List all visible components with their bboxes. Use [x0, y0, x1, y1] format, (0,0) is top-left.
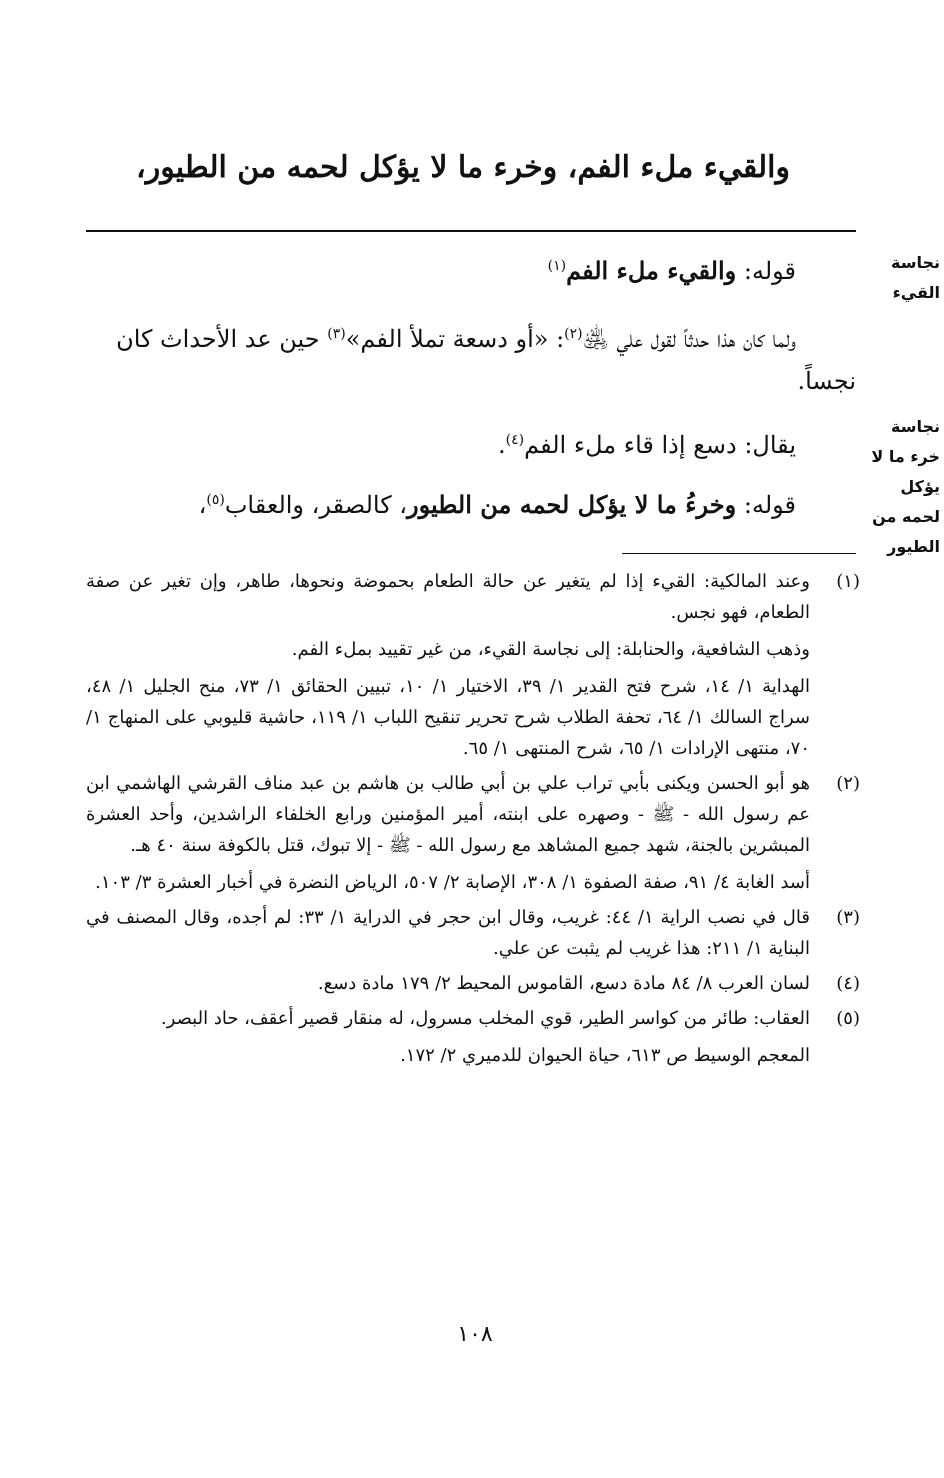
footnote-text: وعند المالكية: القيء إذا لم يتغير عن حالة الطعام بحموضة ونحوها، طاهر، وإن تغير عن صفة الطعام، فهو نجس.: [86, 571, 810, 623]
body-text: حين عد الأحداث كان نجساً.: [116, 325, 856, 395]
footnote-text: قال في نصب الراية ١/ ٤٤: غريب، وقال ابن حجر في الدراية ١/ ٣٣: لم أجده، وقال المصنف في البناية ١/ ٢١١: هذا غريب لم يثبت عن علي.: [86, 907, 810, 959]
body-text: ولما كان هذا حدثاً لقول علي ﵁: [582, 325, 796, 353]
footnote-ref: (١): [547, 258, 567, 274]
footnote-5: [86, 1003, 860, 1071]
main-paragraph-3: [86, 424, 856, 466]
punctuation: ،: [198, 491, 207, 519]
margin-note-bird-droppings: نجاسة خرء ما لا يؤكل لحمه من الطيور: [871, 417, 940, 556]
footnote-1: [86, 566, 860, 764]
page-header: والقيء ملء الفم، وخرء ما لا يؤكل لحمه من الطيور،: [136, 150, 790, 185]
footnotes: [86, 566, 860, 1075]
footnote-ref: (٢): [564, 326, 583, 342]
header-rule: [86, 230, 856, 232]
footnote-number: (١): [836, 571, 860, 592]
footnote-2: [86, 768, 860, 898]
margin-note-vomit-impurity: نجاسة القيء: [891, 253, 940, 302]
body-text: ، كالصقر، والعقاب: [224, 491, 408, 519]
body-text: : «أو دسعة تملأ الفم»: [345, 325, 565, 353]
footnote-text: وذهب الشافعية، والحنابلة: إلى نجاسة القيء، من غير تقييد بملء الفم.: [291, 639, 810, 660]
main-paragraph-1: [86, 250, 856, 292]
footnote-number: (٣): [836, 907, 860, 928]
footnote-references: أسد الغابة ٤/ ٩١، صفة الصفوة ١/ ٣٠٨، الإصابة ٢/ ٥٠٧، الرياض النضرة في أخبار العشرة ٣/ ١٠٣.: [95, 872, 810, 893]
footnote-references: الهداية ١/ ١٤، شرح فتح القدير ١/ ٣٩، الاختيار ١/ ١٠، تبيين الحقائق ١/ ٧٣، منح الجليل ١/ ٤٨، سراج السالك ١/ ٦٤، تحفة الطلاب شرح تحرير تنقيح اللباب ١/ ١١٩، حاشية قليوبي على المنهاج ١/ ٧٠، منتهى الإرادات ١/ ٦٥، شرح المنتهى ١/ ٦٥.: [86, 676, 810, 759]
footnote-3: [86, 902, 860, 964]
footnote-references: المعجم الوسيط ص ٦١٣، حياة الحيوان للدميري ٢/ ١٧٢.: [400, 1045, 810, 1066]
footnote-rule: [622, 553, 856, 554]
footnote-text: لسان العرب ٨/ ٨٤ مادة دسع، القاموس المحيط ٢/ ١٧٩ مادة دسع.: [317, 973, 810, 994]
page-number: ١٠٨: [457, 1322, 493, 1347]
footnote-text: هو أبو الحسن ويكنى بأبي تراب علي بن أبي طالب بن هاشم بن عبد مناف القرشي الهاشمي ابن عم رسول الله - ﷺ - وصهره على ابنته، أمير المؤمنين ورابع الخلفاء الراشدين، وأحد العشرة المبشرين بالجنة، شهد جميع المشاهد مع رسول الله - ﷺ - إلا تبوك، قتل بالكوفة سنة ٤٠ هـ.: [86, 773, 810, 856]
body-text: يقال: دسع إذا قاء ملء الفم: [524, 431, 796, 459]
footnote-4: [86, 968, 860, 999]
quoted-text: وخرءُ ما لا يؤكل لحمه من الطيور: [407, 490, 737, 519]
main-paragraph-4: [86, 484, 856, 526]
footnote-number: (٥): [836, 1008, 860, 1029]
quoted-text: والقيء ملء الفم: [566, 256, 737, 285]
main-paragraph-2: [86, 318, 856, 402]
footnote-ref: (٤): [505, 432, 525, 448]
punctuation: .: [498, 431, 506, 459]
footnote-ref: (٥): [206, 492, 225, 508]
quote-lead: قوله:: [743, 257, 796, 285]
footnote-number: (٢): [836, 773, 860, 794]
footnote-ref: (٣): [327, 326, 346, 342]
footnote-text: العقاب: طائر من كواسر الطير، قوي المخلب مسرول، له منقار قصير أعقف، حاد البصر.: [160, 1008, 810, 1029]
footnote-number: (٤): [836, 973, 860, 994]
quote-lead: قوله:: [743, 491, 796, 519]
